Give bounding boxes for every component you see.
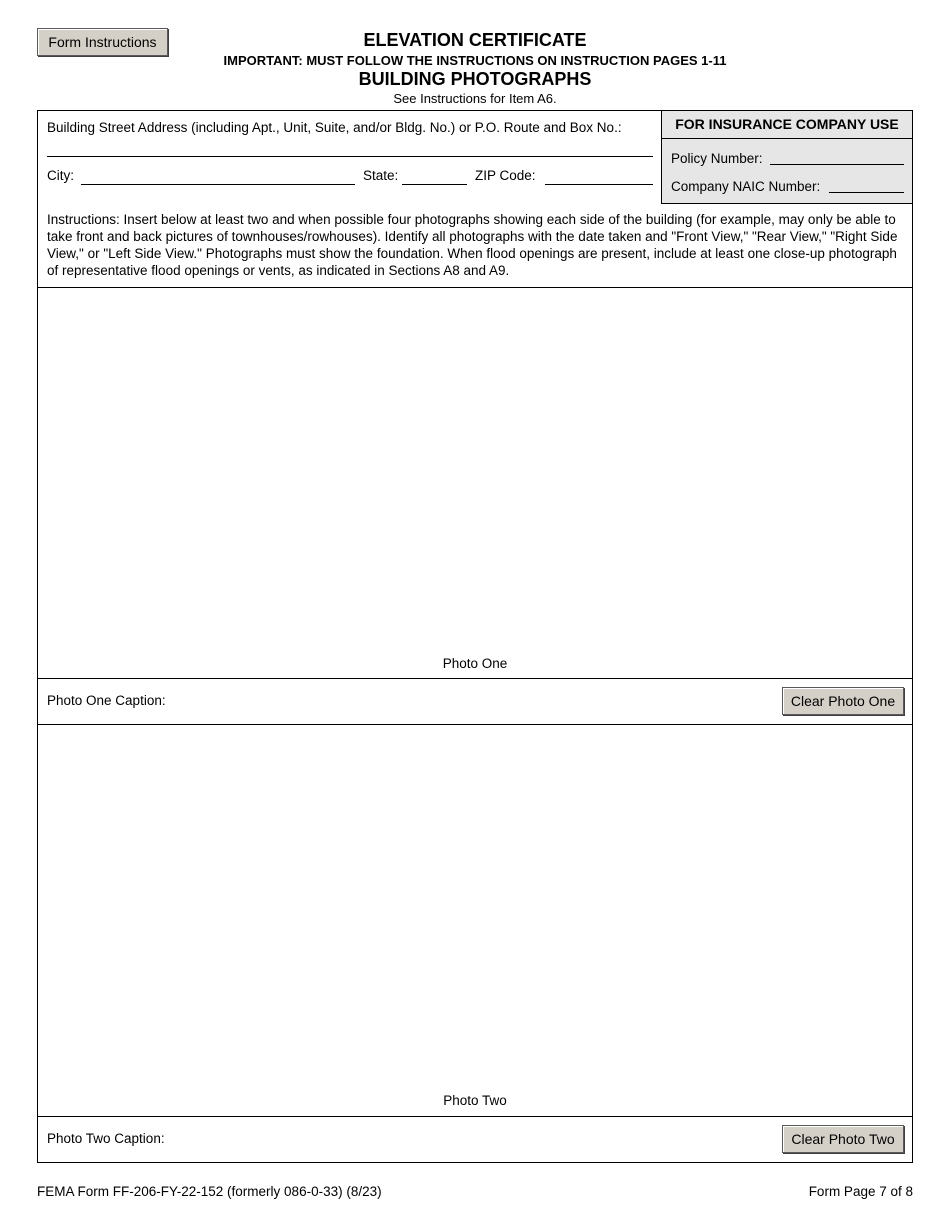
- policy-number-field[interactable]: [770, 164, 904, 165]
- see-instructions-note: See Instructions for Item A6.: [393, 91, 557, 106]
- city-field[interactable]: [81, 184, 355, 185]
- divider: [37, 1116, 913, 1117]
- photo-two-area[interactable]: [38, 725, 912, 1116]
- important-notice: IMPORTANT: MUST FOLLOW THE INSTRUCTIONS ON INSTRUCTION PAGES 1-11: [223, 53, 727, 68]
- photo-two-label: Photo Two: [443, 1093, 507, 1108]
- state-label: State:: [363, 168, 399, 183]
- street-address-label: Building Street Address (including Apt., Unit, Suite, and/or Bldg. No.) or P.O. Route and Box No.:: [47, 120, 622, 135]
- photo-one-label: Photo One: [442, 656, 508, 671]
- city-label: City:: [47, 168, 74, 183]
- photo-instructions: Instructions: Insert below at least two and when possible four photographs showing each side of the building (for example, may only be able to take front and back pictures of townhouses/rowhouses). Identify all photographs with the date taken and "Front View," "Rear View," "Right Side View," or "Left Side View." Photographs must show the foundation. When flood openings are present, include at least one close-up photograph of representative flood openings or vents, as indicated in Sections A8 and A9.: [47, 212, 898, 278]
- insurance-company-use-heading: FOR INSURANCE COMPANY USE: [662, 111, 912, 139]
- policy-number-label: Policy Number:: [671, 151, 763, 166]
- state-field[interactable]: [402, 184, 467, 185]
- section-title: BUILDING PHOTOGRAPHS: [358, 69, 592, 89]
- photo-one-area[interactable]: [38, 288, 912, 678]
- page-number: Form Page 7 of 8: [808, 1184, 913, 1199]
- photo-two-caption-label: Photo Two Caption:: [47, 1131, 165, 1146]
- form-id: FEMA Form FF-206-FY-22-152 (formerly 086-0-33) (8/23): [37, 1184, 382, 1199]
- street-address-field[interactable]: [47, 156, 653, 157]
- divider: [37, 678, 913, 679]
- photo-two-caption-field[interactable]: [172, 1127, 772, 1149]
- naic-number-label: Company NAIC Number:: [671, 179, 821, 194]
- photo-one-caption-field[interactable]: [172, 689, 772, 711]
- clear-photo-two-button[interactable]: Clear Photo Two: [782, 1125, 904, 1153]
- clear-photo-one-button[interactable]: Clear Photo One: [782, 687, 904, 715]
- form-instructions-button[interactable]: Form Instructions: [37, 28, 168, 56]
- naic-number-field[interactable]: [829, 192, 904, 193]
- form-title: ELEVATION CERTIFICATE: [363, 30, 587, 50]
- zip-code-field[interactable]: [545, 184, 653, 185]
- photo-one-caption-label: Photo One Caption:: [47, 693, 166, 708]
- zip-code-label: ZIP Code:: [475, 168, 536, 183]
